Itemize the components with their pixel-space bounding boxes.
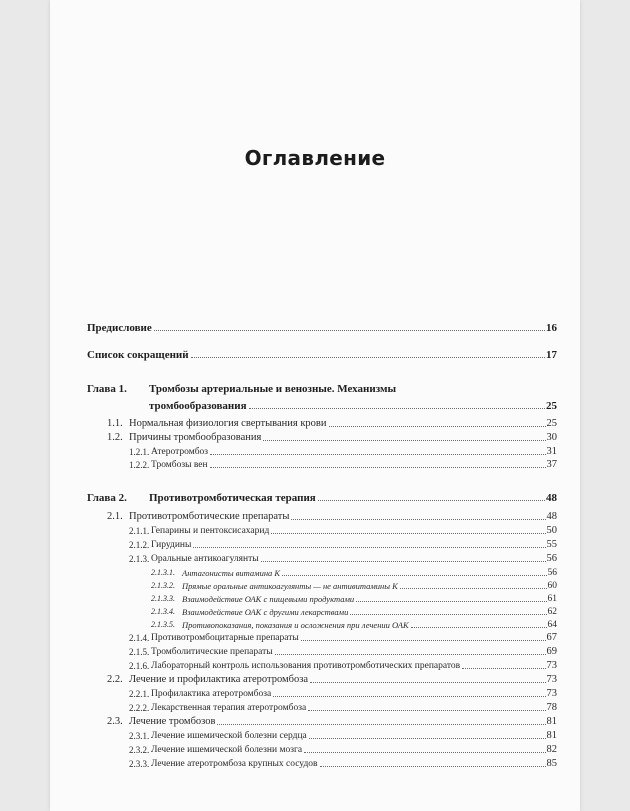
chapter-title-line2: тромбообразования [149, 400, 247, 412]
leader-dots [275, 654, 546, 655]
leader-dots [329, 426, 546, 427]
page-number: 48 [546, 511, 557, 522]
page-number: 73 [546, 674, 557, 685]
page-number: 25 [546, 400, 557, 412]
toc-entry-2-3[interactable]: 2.3. Лечение тромбозов 81 [107, 716, 557, 727]
toc-entry-abbreviations[interactable]: Список сокращений 17 [87, 349, 557, 361]
page-number: 50 [546, 525, 557, 536]
chapter-title-line1: Тромбозы артериальные и венозные. Механизмы [149, 383, 397, 395]
page-number: 69 [546, 646, 557, 657]
leader-dots [249, 408, 545, 409]
page-number: 17 [546, 349, 557, 361]
leader-dots [273, 696, 545, 697]
leader-dots [261, 561, 546, 562]
document-page [50, 0, 580, 811]
leader-dots [318, 500, 545, 501]
toc-entry-2-1-3-3[interactable]: 2.1.3.3. Взаимодействие ОАК с пищевыми продуктами 61 [151, 594, 557, 604]
leader-dots [271, 533, 545, 534]
toc-entry-2-1[interactable]: 2.1. Противотромботические препараты 48 [107, 511, 557, 522]
toc-entry-2-1-3-4[interactable]: 2.1.3.4. Взаимодействие ОАК с другими лекарствами 62 [151, 607, 557, 617]
leader-dots [320, 766, 546, 767]
leader-dots [291, 519, 545, 520]
leader-dots [400, 588, 547, 589]
toc-entry-2-1-3-2[interactable]: 2.1.3.2. Прямые оральные антикоагулянты — не антивитамины К 60 [151, 581, 557, 591]
toc-entry-2-2[interactable]: 2.2. Лечение и профилактика атеротромбоза 73 [107, 674, 557, 685]
leader-dots [263, 440, 545, 441]
page-number: 67 [546, 632, 557, 643]
page-number: 85 [546, 758, 557, 769]
leader-dots [356, 601, 546, 602]
page-number: 61 [547, 594, 557, 604]
page-number: 81 [546, 730, 557, 741]
page-number: 31 [546, 446, 557, 457]
toc-entry-2-3-2[interactable]: 2.3.2. Лечение ишемической болезни мозга 82 [129, 744, 557, 755]
toc-entry-2-1-6[interactable]: 2.1.6. Лабораторный контроль использования противотромботических препаратов 73 [129, 660, 557, 671]
leader-dots [350, 614, 546, 615]
toc-entry-2-1-3[interactable]: 2.1.3. Оральные антикоагулянты 56 [129, 553, 557, 564]
toc-entry-2-3-3[interactable]: 2.3.3. Лечение атеротромбоза крупных сосудов 85 [129, 758, 557, 769]
chapter-title: Противотромботическая терапия [149, 492, 316, 504]
page-number: 16 [546, 322, 557, 334]
page-number: 56 [546, 553, 557, 564]
leader-dots [282, 575, 546, 576]
page-number: 30 [546, 432, 557, 443]
toc-entry-1-1[interactable]: 1.1. Нормальная физиология свертывания крови 25 [107, 418, 557, 429]
page-number: 48 [546, 492, 557, 504]
page-number: 62 [547, 607, 557, 617]
toc-entry-1-2-2[interactable]: 1.2.2. Тромбозы вен 37 [129, 459, 557, 470]
leader-dots [304, 752, 545, 753]
page-title: Оглавление [244, 146, 386, 170]
page-number: 73 [546, 660, 557, 671]
leader-dots [210, 454, 545, 455]
toc-entry-2-2-1[interactable]: 2.2.1. Профилактика атеротромбоза 73 [129, 688, 557, 699]
leader-dots [193, 547, 545, 548]
leader-dots [462, 668, 545, 669]
toc-entry-2-1-2[interactable]: 2.1.2. Гирудины 55 [129, 539, 557, 550]
page-number: 37 [546, 459, 557, 470]
leader-dots [217, 724, 545, 725]
toc-entry-preface[interactable]: Предисловие 16 [87, 322, 557, 334]
leader-dots [411, 627, 547, 628]
chapter-number: Глава 2. [87, 492, 127, 504]
page-number: 78 [546, 702, 557, 713]
page-number: 56 [547, 568, 557, 578]
page-number: 55 [546, 539, 557, 550]
toc-entry-2-3-1[interactable]: 2.3.1. Лечение ишемической болезни сердца 81 [129, 730, 557, 741]
page-number: 73 [546, 688, 557, 699]
page-number: 60 [547, 581, 557, 591]
toc-entry-2-1-1[interactable]: 2.1.1. Гепарины и пентоксисахарид 50 [129, 525, 557, 536]
toc-entry-2-1-5[interactable]: 2.1.5. Тромболитические препараты 69 [129, 646, 557, 657]
leader-dots [154, 330, 545, 331]
toc-entry-1-2-1[interactable]: 1.2.1. Атеротромбоз 31 [129, 446, 557, 457]
leader-dots [310, 682, 545, 683]
page-number: 81 [546, 716, 557, 727]
toc-entry-2-1-3-1[interactable]: 2.1.3.1. Антагонисты витамина К 56 [151, 568, 557, 578]
toc-entry-2-2-2[interactable]: 2.2.2. Лекарственная терапия атеротромбоза 78 [129, 702, 557, 713]
page-number: 64 [547, 620, 557, 630]
toc-entry-2-1-4[interactable]: 2.1.4. Противотромбоцитарные препараты 67 [129, 632, 557, 643]
page-number: 82 [546, 744, 557, 755]
leader-dots [308, 710, 545, 711]
toc-entry-1-2[interactable]: 1.2. Причины тромбообразования 30 [107, 432, 557, 443]
toc-entry-chapter-1[interactable] [87, 383, 557, 413]
toc-entry-2-1-3-5[interactable]: 2.1.3.5. Противопоказания, показания и осложнения при лечении ОАК 64 [151, 620, 557, 630]
leader-dots [191, 357, 545, 358]
leader-dots [301, 640, 546, 641]
page-number: 25 [546, 418, 557, 429]
toc-entry-chapter-2[interactable] [87, 492, 557, 504]
leader-dots [210, 467, 546, 468]
chapter-number: Глава 1. [87, 383, 127, 395]
leader-dots [309, 738, 546, 739]
